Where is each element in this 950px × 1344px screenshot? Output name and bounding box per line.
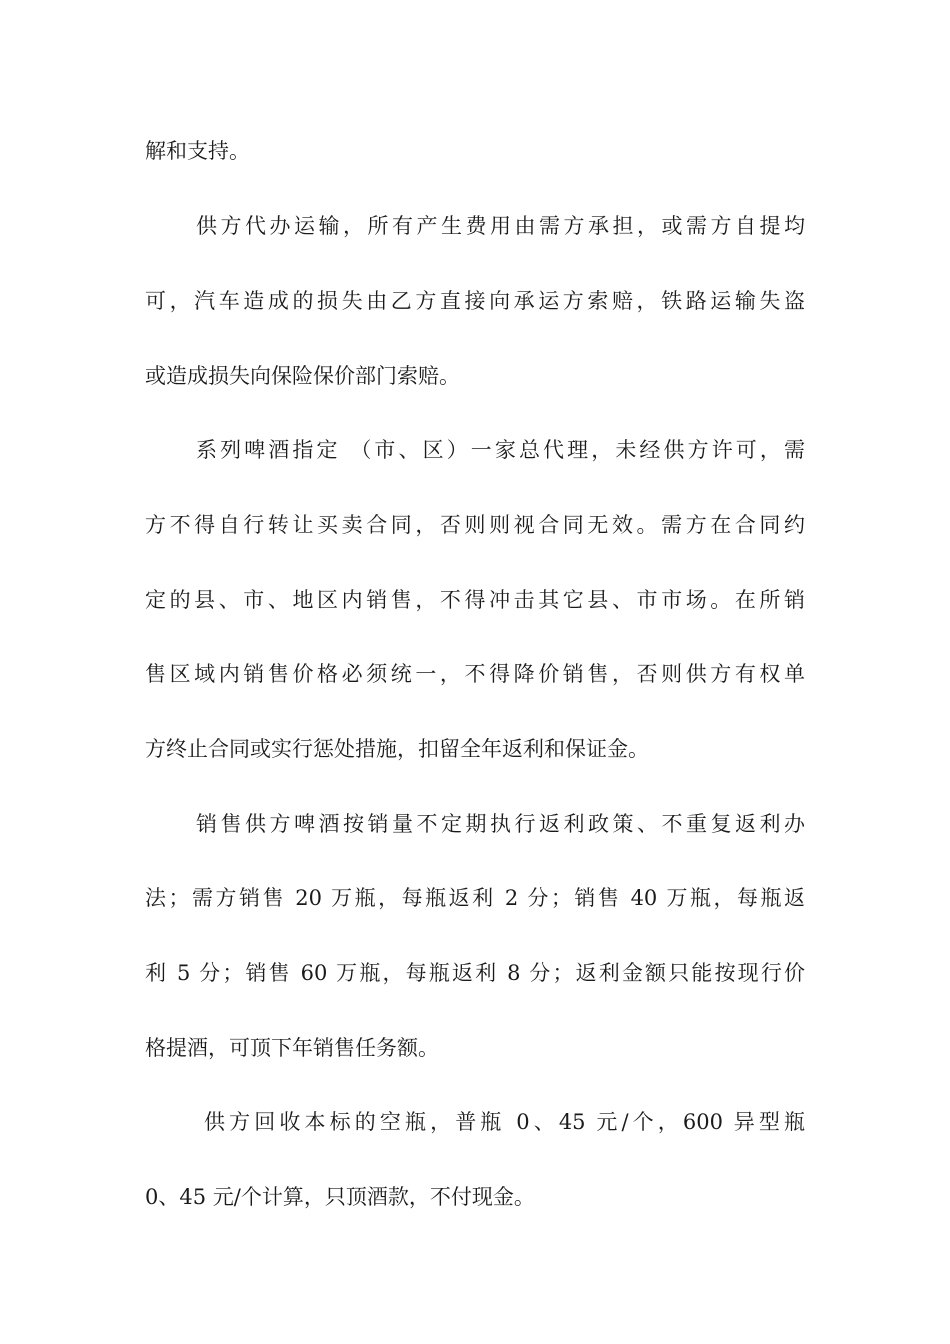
paragraph-line: 0、45 元/个计算，只顶酒款，不付现金。 [145,1185,535,1209]
paragraph-line: 或造成损失向保险保价部门索赔。 [145,364,460,388]
paragraph-line: 利 5 分；销售 60 万瓶，每瓶返利 8 分；返利金额只能按现行价 [145,961,805,985]
paragraph-line: 可，汽车造成的损失由乙方直接向承运方索赔，铁路运输失盗 [145,289,805,313]
paragraph-line: 方终止合同或实行惩处措施，扣留全年返利和保证金。 [145,737,649,761]
paragraph-line: 法；需方销售 20 万瓶，每瓶返利 2 分；销售 40 万瓶，每瓶返 [145,886,805,910]
paragraph-line: 方不得自行转让买卖合同，否则则视合同无效。需方在合同约 [145,513,805,537]
paragraph-line: 售区域内销售价格必须统一，不得降价销售，否则供方有权单 [145,662,805,686]
paragraph-line: 供方回收本标的空瓶，普瓶 0、45 元/个，600 异型瓶 [204,1110,805,1134]
paragraph-line: 解和支持。 [145,139,250,163]
paragraph-line: 定的县、市、地区内销售，不得冲击其它县、市市场。在所销 [145,588,805,612]
paragraph-line: 销售供方啤酒按销量不定期执行返利政策、不重复返利办 [196,812,805,836]
paragraph-line: 格提酒，可顶下年销售任务额。 [145,1036,439,1060]
paragraph-line: 供方代办运输，所有产生费用由需方承担，或需方自提均 [196,214,805,238]
paragraph-line: 系列啤酒指定 （市、区）一家总代理，未经供方许可，需 [196,438,805,462]
